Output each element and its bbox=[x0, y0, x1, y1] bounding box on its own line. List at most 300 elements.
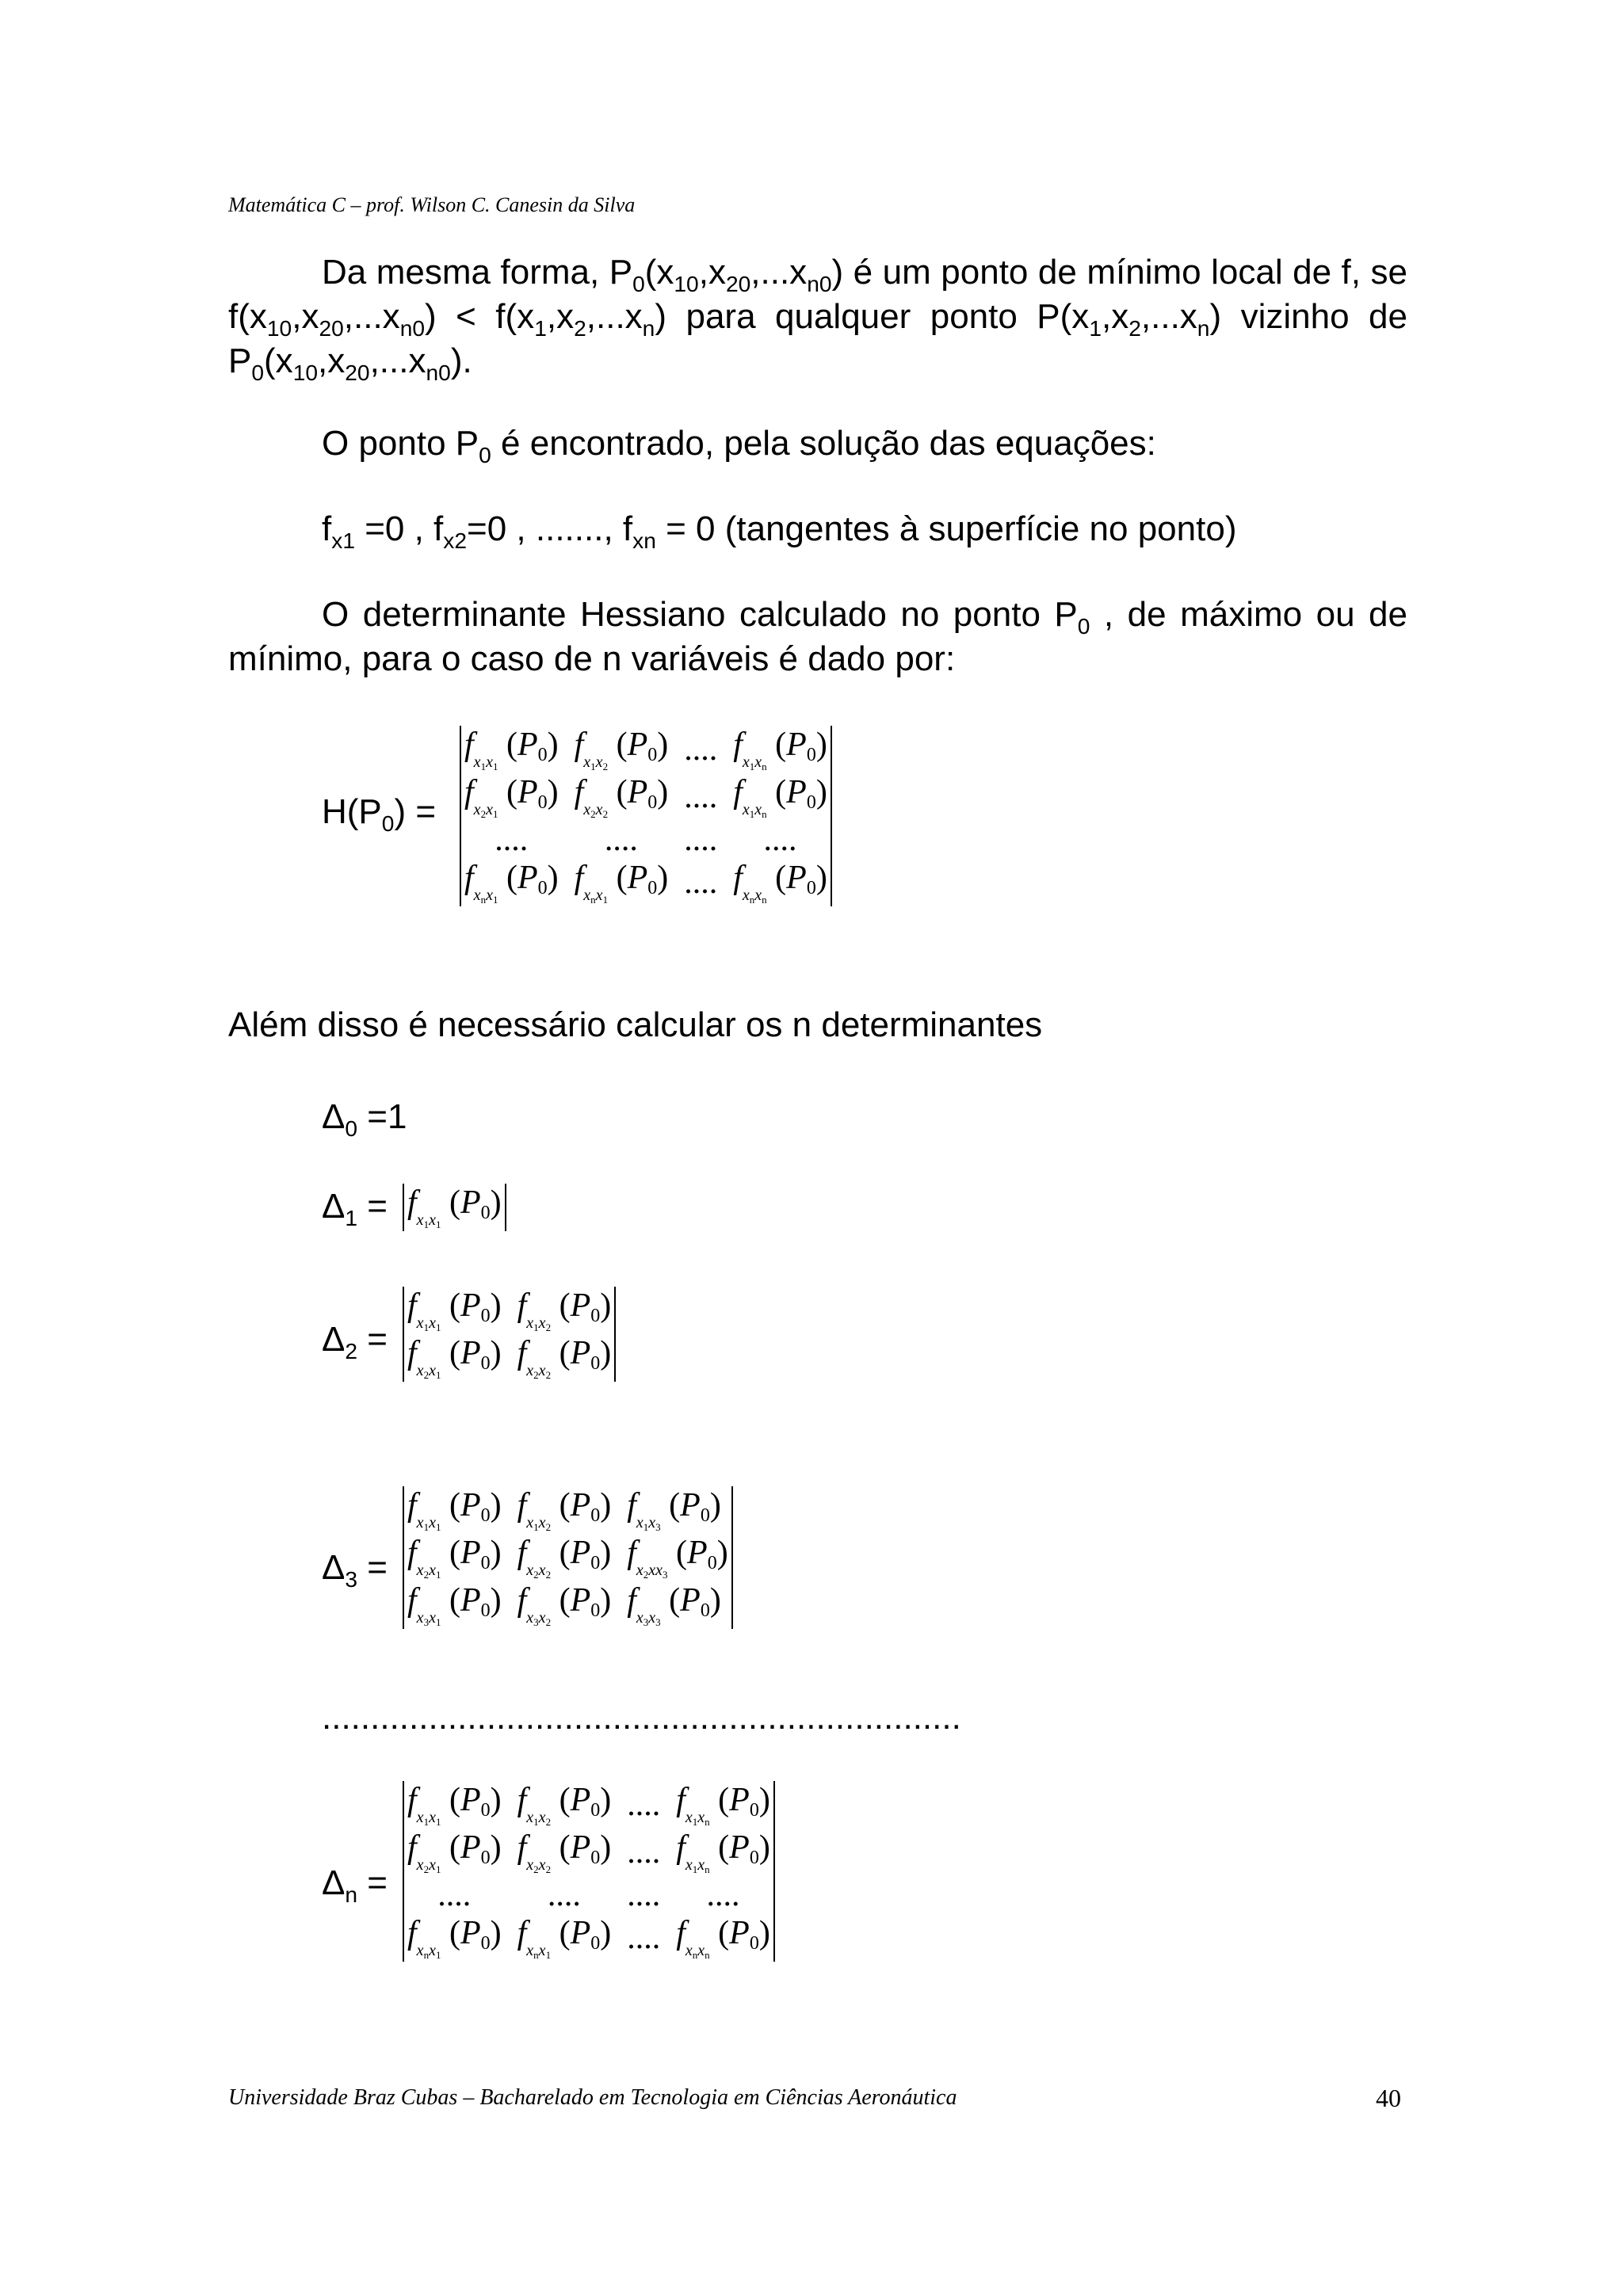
point-subscript: 0 bbox=[537, 745, 548, 766]
point-subscript: 0 bbox=[590, 1553, 601, 1574]
paragraph-hessian-intro: O determinante Hessiano calculado no ponto $P_0$ , de máximo ou de mínimo, para o caso de n variáveis é dado por: bbox=[228, 595, 1407, 678]
paren-close: ) bbox=[490, 1487, 502, 1524]
matrix-cell bbox=[407, 1184, 502, 1231]
partial-derivative-f: f bbox=[517, 1782, 527, 1818]
point-p: P bbox=[460, 1184, 481, 1221]
paren-close: ) bbox=[490, 1782, 502, 1818]
paren-close: ) bbox=[490, 1534, 502, 1571]
paren-close: ) bbox=[709, 1581, 721, 1619]
matrix-cell bbox=[733, 773, 827, 821]
paren-open: ( bbox=[608, 773, 628, 810]
partial-derivative-f: f bbox=[407, 1534, 417, 1571]
derivative-subscript: xnx1 bbox=[473, 886, 498, 906]
subscript-index: 1 bbox=[423, 1218, 430, 1230]
subscript-index: 2 bbox=[602, 807, 609, 820]
derivative-subscript: x1x1 bbox=[416, 1514, 441, 1533]
partial-derivative-f: f bbox=[627, 1487, 636, 1524]
point-p: P bbox=[786, 727, 807, 763]
subscript-index: 3 bbox=[533, 1615, 539, 1628]
partial-derivative-f: f bbox=[517, 1487, 527, 1524]
partial-derivative-f: f bbox=[464, 859, 474, 896]
derivative-subscript: x3x1 bbox=[416, 1608, 441, 1628]
matrix-cell bbox=[517, 1781, 628, 1829]
paren-open: ( bbox=[709, 1782, 730, 1818]
subscript-index: 2 bbox=[423, 1568, 430, 1581]
paren-close: ) bbox=[600, 1334, 612, 1371]
matrix-cell bbox=[407, 1334, 517, 1382]
derivative-subscript: xnxn bbox=[742, 886, 767, 906]
matrix-cell bbox=[517, 1581, 628, 1629]
partial-derivative-f: f bbox=[407, 1287, 417, 1324]
subscript-index: 2 bbox=[545, 1520, 552, 1533]
subscript-index: 1 bbox=[545, 1948, 552, 1961]
subscript-index: 1 bbox=[749, 760, 755, 772]
paren-open: ( bbox=[709, 1914, 730, 1951]
point-p: P bbox=[729, 1914, 750, 1951]
derivative-subscript: x1x2 bbox=[583, 753, 609, 772]
paren-open: ( bbox=[498, 727, 517, 763]
hessian-label: $H(P_0)$ = bbox=[322, 792, 437, 836]
paren-open: ( bbox=[709, 1829, 730, 1866]
matrix-cell bbox=[517, 1287, 612, 1334]
determinant-table bbox=[407, 1184, 502, 1231]
point-subscript: 0 bbox=[590, 1932, 601, 1954]
derivative-subscript: x1x2 bbox=[526, 1314, 552, 1333]
point-p: P bbox=[570, 1534, 591, 1571]
derivative-subscript: x2x2 bbox=[526, 1855, 552, 1875]
subscript-index: 1 bbox=[423, 1321, 430, 1333]
matrix-cell: .... bbox=[684, 864, 718, 901]
paren-open: ( bbox=[551, 1534, 571, 1571]
delta-3-label: $\Delta_3$ = bbox=[322, 1548, 388, 1592]
point-subscript: 0 bbox=[590, 1600, 601, 1621]
subscript-index: 2 bbox=[423, 1863, 430, 1875]
paren-close: ) bbox=[709, 1487, 721, 1524]
derivative-subscript: x2x2 bbox=[583, 800, 609, 820]
matrix-row bbox=[407, 1334, 611, 1382]
paren-open: ( bbox=[441, 1829, 460, 1866]
derivative-subscript: x1xn bbox=[685, 1855, 710, 1875]
matrix-cell bbox=[407, 1781, 517, 1829]
point-subscript: 0 bbox=[590, 1800, 601, 1821]
partial-derivative-f: f bbox=[517, 1287, 527, 1324]
paren-open: ( bbox=[660, 1487, 681, 1524]
matrix-row bbox=[464, 859, 827, 906]
subscript-index: n bbox=[705, 1948, 710, 1961]
paren-close: ) bbox=[600, 1782, 612, 1818]
point-subscript: 0 bbox=[480, 1553, 491, 1574]
point-subscript: 0 bbox=[806, 792, 816, 814]
subscript-index: 2 bbox=[602, 760, 609, 772]
matrix-cell bbox=[407, 1914, 517, 1962]
point-subscript: 0 bbox=[537, 877, 548, 898]
point-subscript: 0 bbox=[749, 1848, 759, 1869]
paren-close: ) bbox=[657, 773, 669, 810]
matrix-cell bbox=[517, 1914, 628, 1962]
subscript-index: 3 bbox=[655, 1615, 661, 1628]
determinant-table bbox=[464, 726, 827, 906]
subscript-index: 2 bbox=[643, 1568, 649, 1581]
subscript-index: 1 bbox=[435, 1863, 441, 1875]
derivative-subscript: x1x3 bbox=[636, 1514, 661, 1533]
subscript-index: n bbox=[533, 1948, 539, 1961]
paren-close: ) bbox=[600, 1287, 612, 1324]
paren-open: ( bbox=[551, 1487, 571, 1524]
matrix-cell bbox=[517, 1829, 628, 1876]
point-p: P bbox=[627, 773, 648, 810]
matrix-cell bbox=[407, 1287, 517, 1334]
paren-close: ) bbox=[490, 1829, 502, 1866]
derivative-subscript: x1x2 bbox=[526, 1809, 552, 1828]
determinant-table bbox=[407, 1287, 611, 1382]
partial-derivative-f: f bbox=[676, 1782, 685, 1818]
matrix-row bbox=[407, 1781, 770, 1829]
subscript-index: 1 bbox=[692, 1863, 698, 1875]
point-subscript: 0 bbox=[806, 877, 816, 898]
point-subscript: 0 bbox=[480, 1306, 491, 1327]
paren-open: ( bbox=[667, 1534, 688, 1571]
subscript-index: 1 bbox=[480, 760, 487, 772]
matrix-cell bbox=[676, 1829, 770, 1876]
derivative-subscript: xnx1 bbox=[526, 1941, 552, 1961]
subscript-index: n bbox=[705, 1863, 710, 1875]
point-subscript: 0 bbox=[537, 792, 548, 814]
point-p: P bbox=[570, 1334, 591, 1371]
matrix-cell bbox=[676, 1914, 770, 1962]
paren-close: ) bbox=[657, 727, 669, 763]
derivative-subscript: x2xx3 bbox=[636, 1561, 668, 1581]
point-subscript: 0 bbox=[480, 1203, 491, 1224]
point-subscript: 0 bbox=[749, 1932, 759, 1954]
point-p: P bbox=[460, 1581, 481, 1619]
paren-close: ) bbox=[547, 859, 559, 896]
paren-close: ) bbox=[716, 1534, 728, 1571]
point-p: P bbox=[570, 1782, 591, 1818]
paren-close: ) bbox=[600, 1829, 612, 1866]
matrix-cell bbox=[464, 773, 575, 821]
point-p: P bbox=[680, 1581, 701, 1619]
point-subscript: 0 bbox=[480, 1505, 491, 1527]
derivative-subscript: x1x1 bbox=[416, 1809, 441, 1828]
paren-open: ( bbox=[551, 1581, 571, 1619]
matrix-cell: .... bbox=[604, 821, 638, 858]
paren-open: ( bbox=[441, 1782, 460, 1818]
partial-derivative-f: f bbox=[733, 859, 743, 896]
matrix-cell bbox=[627, 1581, 727, 1629]
matrix-row bbox=[407, 1486, 728, 1534]
point-p: P bbox=[627, 859, 648, 896]
page-header: Matemática C – prof. Wilson C. Canesin da Silva bbox=[228, 193, 636, 216]
subscript-index: 1 bbox=[692, 1815, 698, 1828]
matrix-row bbox=[407, 1287, 611, 1334]
paren-close: ) bbox=[600, 1581, 612, 1619]
subscript-index: 2 bbox=[480, 807, 487, 820]
subscript-index: 2 bbox=[545, 1368, 552, 1381]
matrix-row bbox=[464, 821, 827, 859]
paren-close: ) bbox=[547, 727, 559, 763]
paren-close: ) bbox=[758, 1914, 770, 1951]
point-p: P bbox=[460, 1334, 481, 1371]
matrix-cell bbox=[627, 1486, 727, 1534]
subscript-index: 1 bbox=[435, 1948, 441, 1961]
paren-open: ( bbox=[498, 773, 517, 810]
subscript-index: 1 bbox=[749, 807, 755, 820]
point-subscript: 0 bbox=[806, 745, 816, 766]
subscript-index: 1 bbox=[435, 1815, 441, 1828]
subscript-index: 2 bbox=[533, 1568, 539, 1581]
matrix-cell bbox=[676, 1781, 770, 1829]
paren-close: ) bbox=[490, 1184, 502, 1221]
derivative-subscript: x1x2 bbox=[526, 1514, 552, 1533]
derivative-subscript: xnx1 bbox=[583, 886, 609, 906]
point-subscript: 0 bbox=[647, 745, 658, 766]
partial-derivative-f: f bbox=[407, 1184, 417, 1221]
subscript-index: 1 bbox=[492, 893, 498, 906]
paren-open: ( bbox=[608, 859, 628, 896]
matrix-cell: .... bbox=[763, 821, 797, 858]
paren-open: ( bbox=[660, 1581, 681, 1619]
paren-open: ( bbox=[441, 1487, 460, 1524]
paren-open: ( bbox=[551, 1287, 571, 1324]
matrix-cell: .... bbox=[684, 821, 718, 858]
point-p: P bbox=[627, 727, 648, 763]
partial-derivative-f: f bbox=[407, 1334, 417, 1371]
paren-open: ( bbox=[766, 727, 787, 763]
subscript-index: 1 bbox=[435, 1520, 441, 1533]
matrix-row bbox=[407, 1581, 728, 1629]
partial-derivative-f: f bbox=[407, 1829, 417, 1866]
matrix-cell bbox=[733, 859, 827, 906]
paragraph-ponto-p0: O ponto $P_0$ é encontrado, pela solução das equações: bbox=[322, 424, 1156, 467]
subscript-index: 3 bbox=[655, 1520, 661, 1533]
paren-open: ( bbox=[551, 1829, 571, 1866]
partial-derivative-f: f bbox=[517, 1581, 527, 1619]
derivative-subscript: x2x1 bbox=[416, 1855, 441, 1875]
point-p: P bbox=[687, 1534, 708, 1571]
page-number: 40 bbox=[1376, 2084, 1401, 2112]
delta-2-matrix bbox=[403, 1287, 616, 1382]
matrix-cell bbox=[575, 859, 685, 906]
matrix-cell bbox=[517, 1486, 628, 1534]
partial-derivative-f: f bbox=[517, 1914, 527, 1951]
paren-close: ) bbox=[490, 1581, 502, 1619]
subscript-index: 2 bbox=[545, 1615, 552, 1628]
point-subscript: 0 bbox=[480, 1600, 491, 1621]
subscript-index: n bbox=[705, 1815, 710, 1828]
partial-derivative-f: f bbox=[407, 1914, 417, 1951]
subscript-index: 1 bbox=[435, 1321, 441, 1333]
point-p: P bbox=[517, 773, 538, 810]
point-p: P bbox=[680, 1487, 701, 1524]
paren-open: ( bbox=[551, 1782, 571, 1818]
delta-3-matrix bbox=[403, 1486, 733, 1629]
partial-derivative-f: f bbox=[407, 1581, 417, 1619]
derivative-subscript: x2x1 bbox=[416, 1361, 441, 1381]
derivative-subscript: xnxn bbox=[685, 1941, 710, 1961]
matrix-cell: .... bbox=[684, 778, 718, 815]
paren-close: ) bbox=[547, 773, 559, 810]
derivative-subscript: x2x2 bbox=[526, 1361, 552, 1381]
point-subscript: 0 bbox=[480, 1800, 491, 1821]
subscript-index: 1 bbox=[533, 1321, 539, 1333]
subscript-index: n bbox=[590, 893, 596, 906]
derivative-subscript: x1x1 bbox=[473, 753, 498, 772]
partial-derivative-f: f bbox=[574, 859, 584, 896]
delta-n-matrix bbox=[403, 1781, 775, 1962]
subscript-index: 1 bbox=[435, 1568, 441, 1581]
point-p: P bbox=[729, 1782, 750, 1818]
point-p: P bbox=[517, 727, 538, 763]
partial-derivative-f: f bbox=[464, 773, 474, 810]
point-p: P bbox=[570, 1487, 591, 1524]
point-p: P bbox=[460, 1487, 481, 1524]
paren-open: ( bbox=[441, 1581, 460, 1619]
matrix-cell bbox=[627, 1534, 727, 1581]
derivative-subscript: x2x2 bbox=[526, 1561, 552, 1581]
derivative-subscript: xnx1 bbox=[416, 1941, 441, 1961]
point-subscript: 0 bbox=[700, 1600, 710, 1621]
subscript-index: 3 bbox=[663, 1568, 668, 1581]
derivative-subscript: x2x1 bbox=[416, 1561, 441, 1581]
derivative-subscript: x1x1 bbox=[416, 1314, 441, 1333]
point-p: P bbox=[460, 1829, 481, 1866]
partial-derivative-f: f bbox=[407, 1782, 417, 1818]
subscript-index: 2 bbox=[590, 807, 596, 820]
delta-0-formula: $\Delta_0 =1$ bbox=[322, 1097, 407, 1141]
derivative-subscript: x3x3 bbox=[636, 1608, 661, 1628]
subscript-index: 2 bbox=[545, 1815, 552, 1828]
partial-derivative-f: f bbox=[733, 773, 743, 810]
paragraph-tangent-equations: $f_{x1} =0$ , $f_{x2}=0$ , ......., $f_{xn} = 0$ (tangentes à superfície no ponto) bbox=[322, 509, 1237, 553]
subscript-index: 2 bbox=[545, 1568, 552, 1581]
paren-open: ( bbox=[608, 727, 628, 763]
point-p: P bbox=[517, 859, 538, 896]
paren-open: ( bbox=[441, 1914, 460, 1951]
point-p: P bbox=[570, 1914, 591, 1951]
partial-derivative-f: f bbox=[574, 773, 584, 810]
matrix-cell: .... bbox=[627, 1833, 661, 1871]
partial-derivative-f: f bbox=[627, 1581, 636, 1619]
partial-derivative-f: f bbox=[676, 1829, 685, 1866]
matrix-row bbox=[407, 1534, 728, 1581]
subscript-index: 1 bbox=[435, 1615, 441, 1628]
point-p: P bbox=[570, 1581, 591, 1619]
point-subscript: 0 bbox=[590, 1848, 601, 1869]
point-p: P bbox=[729, 1829, 750, 1866]
subscript-index: 1 bbox=[435, 1368, 441, 1381]
subscript-index: n bbox=[480, 893, 487, 906]
point-subscript: 0 bbox=[647, 877, 658, 898]
point-subscript: 0 bbox=[480, 1848, 491, 1869]
ellipsis-separator: .................................................................. bbox=[322, 1698, 961, 1737]
matrix-cell bbox=[575, 773, 685, 821]
point-p: P bbox=[460, 1534, 481, 1571]
subscript-index: 1 bbox=[435, 1218, 441, 1230]
subscript-index: 2 bbox=[545, 1321, 552, 1333]
delta-1-label: $\Delta_1$ = bbox=[322, 1187, 388, 1230]
paren-close: ) bbox=[490, 1914, 502, 1951]
matrix-cell bbox=[733, 726, 827, 773]
point-p: P bbox=[786, 773, 807, 810]
matrix-row bbox=[407, 1876, 770, 1914]
subscript-index: n bbox=[762, 807, 767, 820]
determinant-table bbox=[407, 1781, 770, 1962]
point-subscript: 0 bbox=[700, 1505, 710, 1527]
matrix-row bbox=[407, 1184, 502, 1231]
paren-close: ) bbox=[657, 859, 669, 896]
derivative-subscript: x1x1 bbox=[416, 1211, 441, 1230]
partial-derivative-f: f bbox=[733, 727, 743, 763]
derivative-subscript: x3x2 bbox=[526, 1608, 552, 1628]
point-p: P bbox=[786, 859, 807, 896]
paren-close: ) bbox=[600, 1487, 612, 1524]
partial-derivative-f: f bbox=[407, 1487, 417, 1524]
page-footer: Universidade Braz Cubas – Bacharelado em Tecnologia em Ciências Aeronáutica bbox=[228, 2085, 957, 2110]
paren-open: ( bbox=[766, 773, 787, 810]
paren-open: ( bbox=[498, 859, 517, 896]
delta-n-label: $\Delta_n$ = bbox=[322, 1863, 388, 1907]
delta-2-label: $\Delta_2$ = bbox=[322, 1320, 388, 1363]
paren-open: ( bbox=[551, 1334, 571, 1371]
subscript-index: 2 bbox=[423, 1368, 430, 1381]
paren-open: ( bbox=[441, 1287, 460, 1324]
subscript-index: 1 bbox=[492, 807, 498, 820]
partial-derivative-f: f bbox=[627, 1534, 636, 1571]
point-subscript: 0 bbox=[590, 1353, 601, 1375]
paragraph-minimum-local: Da mesma forma, $P_0(x_{10},x_{20},...x_{n0})$ é um ponto de mínimo local de f, se $f(x_{10},x_{20},...x_{n0}) < f(x_1,x_2,...x_n)$ para qualquer ponto $P(x_1,x_2,...x_n)$ vizinho de $P_0(x_{10},x_{20},...x_{n0})$. bbox=[228, 253, 1407, 385]
subscript-index: 3 bbox=[423, 1615, 430, 1628]
matrix-cell bbox=[407, 1486, 517, 1534]
subscript-index: 1 bbox=[492, 760, 498, 772]
subscript-index: 2 bbox=[533, 1863, 539, 1875]
subscript-index: 1 bbox=[643, 1520, 649, 1533]
point-p: P bbox=[570, 1287, 591, 1324]
partial-derivative-f: f bbox=[517, 1829, 527, 1866]
subscript-index: 1 bbox=[423, 1520, 430, 1533]
matrix-cell bbox=[464, 726, 575, 773]
subscript-index: n bbox=[762, 893, 767, 906]
hessian-matrix bbox=[460, 726, 832, 906]
matrix-row bbox=[407, 1914, 770, 1962]
matrix-cell bbox=[575, 726, 685, 773]
subscript-index: 1 bbox=[533, 1815, 539, 1828]
point-subscript: 0 bbox=[590, 1306, 601, 1327]
point-p: P bbox=[570, 1829, 591, 1866]
paren-close: ) bbox=[758, 1829, 770, 1866]
matrix-cell: .... bbox=[437, 1876, 472, 1913]
matrix-cell bbox=[517, 1334, 612, 1382]
paren-close: ) bbox=[600, 1534, 612, 1571]
matrix-cell bbox=[517, 1534, 628, 1581]
point-subscript: 0 bbox=[480, 1353, 491, 1375]
paren-close: ) bbox=[758, 1782, 770, 1818]
subscript-index: n bbox=[749, 893, 755, 906]
point-subscript: 0 bbox=[749, 1800, 759, 1821]
subscript-index: 2 bbox=[533, 1368, 539, 1381]
matrix-cell: .... bbox=[495, 821, 529, 858]
subscript-index: 1 bbox=[602, 893, 609, 906]
subscript-index: 3 bbox=[643, 1615, 649, 1628]
point-p: P bbox=[460, 1287, 481, 1324]
partial-derivative-f: f bbox=[574, 727, 584, 763]
paragraph-n-determinants: Além disso é necessário calcular os n determinantes bbox=[228, 1005, 1043, 1044]
paren-open: ( bbox=[441, 1334, 460, 1371]
derivative-subscript: x1xn bbox=[742, 800, 767, 820]
subscript-index: 2 bbox=[545, 1863, 552, 1875]
delta-1-matrix bbox=[403, 1184, 506, 1231]
matrix-cell: .... bbox=[627, 1786, 661, 1823]
subscript-index: 1 bbox=[590, 760, 596, 772]
